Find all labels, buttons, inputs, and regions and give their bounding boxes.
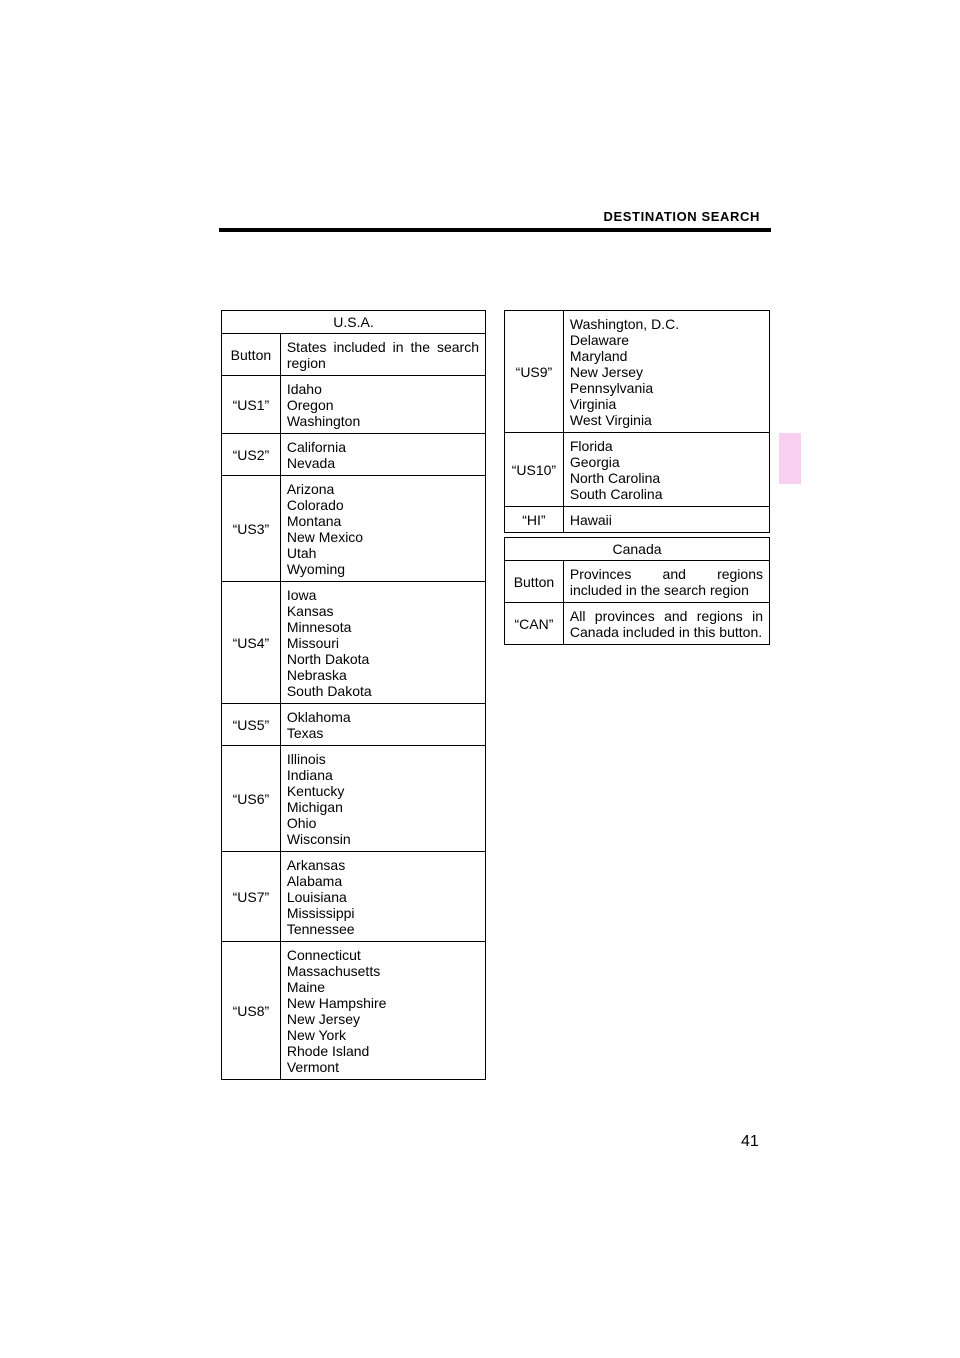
region-button-label: “HI” — [505, 507, 564, 533]
state-name: North Carolina — [569, 470, 661, 486]
state-name: Indiana — [286, 767, 333, 783]
usa-rows — [222, 376, 486, 1080]
region-states-list — [280, 582, 485, 704]
state-name: Michigan — [286, 799, 343, 815]
state-name: Tennessee — [286, 921, 355, 937]
table-title: Canada — [505, 538, 770, 561]
state-name: Hawaii — [569, 512, 612, 528]
state-name: Arkansas — [286, 857, 346, 873]
region-button-label: “US2” — [222, 434, 281, 476]
state-name: Oklahoma — [286, 709, 351, 725]
state-name: Maine — [286, 979, 325, 995]
page-number: 41 — [741, 1133, 759, 1150]
table-row — [222, 852, 486, 942]
column-header-button: Button — [222, 334, 281, 376]
state-name: Kansas — [286, 603, 334, 619]
region-button-label: “US9” — [505, 311, 564, 433]
state-name: Florida — [569, 438, 613, 454]
state-name: Pennsylvania — [569, 380, 654, 396]
state-name: Virginia — [569, 396, 617, 412]
state-name: Mississippi — [286, 905, 355, 921]
state-name: Missouri — [286, 635, 339, 651]
region-button-label: “US1” — [222, 376, 281, 434]
usa-rows-continued — [505, 311, 770, 533]
state-name: Kentucky — [286, 783, 345, 799]
section-tab-marker — [779, 433, 801, 484]
state-name: Delaware — [569, 332, 630, 348]
region-states-list — [280, 942, 485, 1080]
region-states-list — [280, 476, 485, 582]
state-name: Nebraska — [286, 667, 347, 683]
table-row — [505, 603, 770, 645]
usa-regions-table — [221, 310, 486, 1080]
region-button-label: “US5” — [222, 704, 281, 746]
state-name: Rhode Island — [286, 1043, 370, 1059]
table-row — [222, 746, 486, 852]
table-row — [222, 942, 486, 1080]
canada-regions-table — [504, 537, 770, 645]
region-states-list — [280, 434, 485, 476]
region-button-label: “US8” — [222, 942, 281, 1080]
state-name: Utah — [286, 545, 317, 561]
table-row — [505, 311, 770, 433]
state-name: Massachusetts — [286, 963, 381, 979]
state-name: Washington, D.C. — [569, 316, 680, 332]
state-name: Iowa — [286, 587, 317, 603]
state-name: Wisconsin — [286, 831, 351, 847]
column-header-provinces: Provinces and regions included in the search region — [563, 561, 769, 603]
region-states-list — [563, 433, 769, 507]
table-header-row — [505, 561, 770, 603]
region-button-label: “US3” — [222, 476, 281, 582]
column-header-states: States included in the search region — [280, 334, 485, 376]
region-button-label: “US4” — [222, 582, 281, 704]
state-name: New York — [286, 1027, 346, 1043]
region-states-list — [563, 311, 769, 433]
table-row — [505, 507, 770, 533]
state-name: Louisiana — [286, 889, 347, 905]
state-name: Montana — [286, 513, 342, 529]
region-states-list — [280, 704, 485, 746]
state-name: Vermont — [286, 1059, 339, 1075]
state-name: New Jersey — [569, 364, 644, 380]
state-name: Idaho — [286, 381, 322, 397]
region-button-label: “US7” — [222, 852, 281, 942]
state-name: Maryland — [569, 348, 628, 364]
state-name: New Hampshire — [286, 995, 387, 1011]
state-name: Nevada — [286, 455, 336, 471]
table-title-row — [222, 311, 486, 334]
region-states-list — [563, 507, 769, 533]
state-name: North Dakota — [286, 651, 370, 667]
table-row — [222, 704, 486, 746]
usa-regions-table-continued — [504, 310, 770, 533]
state-name: Illinois — [286, 751, 326, 767]
table-row — [222, 376, 486, 434]
region-states-list — [280, 852, 485, 942]
state-name: Georgia — [569, 454, 620, 470]
state-name: Arizona — [286, 481, 335, 497]
state-name: Texas — [286, 725, 324, 741]
region-button-label: “US10” — [505, 433, 564, 507]
state-name: California — [286, 439, 346, 455]
table-title-row — [505, 538, 770, 561]
header-rule — [219, 228, 771, 232]
region-button-label: “US6” — [222, 746, 281, 852]
section-title: DESTINATION SEARCH — [603, 209, 760, 224]
table-title: U.S.A. — [222, 311, 486, 334]
state-name: Ohio — [286, 815, 317, 831]
region-states-list — [280, 376, 485, 434]
state-name: Washington — [286, 413, 361, 429]
state-name: Oregon — [286, 397, 334, 413]
column-header-button: Button — [505, 561, 564, 603]
state-name: New Mexico — [286, 529, 364, 545]
region-button-label: “CAN” — [505, 603, 564, 645]
table-row — [222, 434, 486, 476]
state-name: Wyoming — [286, 561, 346, 577]
table-header-row — [222, 334, 486, 376]
table-row — [505, 433, 770, 507]
region-states-list — [280, 746, 485, 852]
region-provinces: All provinces and regions in Canada included in this button. — [563, 603, 769, 645]
state-name: New Jersey — [286, 1011, 360, 1027]
state-name: Alabama — [286, 873, 343, 889]
state-name: South Dakota — [286, 683, 372, 699]
table-row — [222, 582, 486, 704]
state-name: Connecticut — [286, 947, 361, 963]
state-name: Minnesota — [286, 619, 352, 635]
table-row — [222, 476, 486, 582]
state-name: Colorado — [286, 497, 344, 513]
state-name: West Virginia — [569, 412, 652, 428]
state-name: South Carolina — [569, 486, 663, 502]
